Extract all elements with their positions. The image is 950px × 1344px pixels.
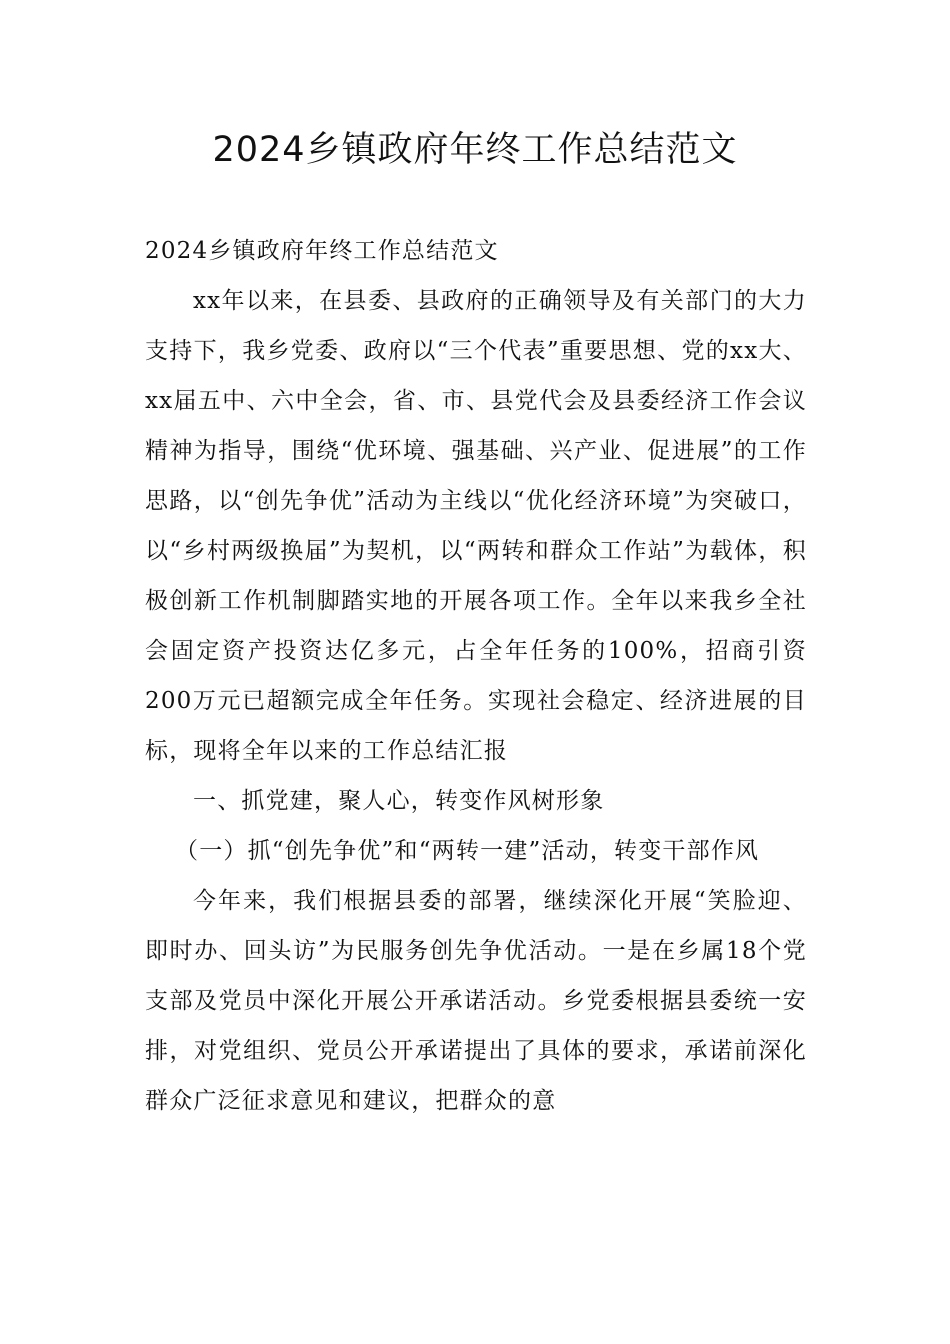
section-heading-1: 一、抓党建，聚人心，转变作风树形象: [193, 788, 605, 814]
paragraph-intro: xx年以来，在县委、县政府的正确领导及有关部门的大力支持下，我乡党委、政府以“三个代表”重要思想、党的xx大、xx届五中、六中全会，省、市、县党代会及县委经济工作会议精神为指导，围绕“优环境、强基础、兴产业、促进展”的工作思路，以“创先争优”活动为主线以“优化经济环境”为突破口，以“乡村两级换届”为契机，以“两转和群众工作站”为载体，积极创新工作机制脚踏实地的开展各项工作。全年以来我乡全社会固定资产投资达亿多元，占全年任务的100%，招商引资200万元已超额完成全年任务。实现社会稳定、经济进展的目标，现将全年以来的工作总结汇报: [145, 288, 807, 764]
document-title: 2024乡镇政府年终工作总结范文: [212, 130, 738, 170]
subsection-heading-1: （一）抓“创先争优”和“两转一建”活动，转变干部作风: [175, 838, 760, 864]
document-subtitle: 2024乡镇政府年终工作总结范文: [145, 238, 499, 264]
document-body: [145, 226, 807, 1286]
paragraph-subsection-1: 今年来，我们根据县委的部署，继续深化开展“笑脸迎、即时办、回头访”为民服务创先争优活动。一是在乡属18个党支部及党员中深化开展公开承诺活动。乡党委根据县委统一安排，对党组织、党员公开承诺提出了具体的要求，承诺前深化群众广泛征求意见和建议，把群众的意: [145, 888, 807, 1114]
